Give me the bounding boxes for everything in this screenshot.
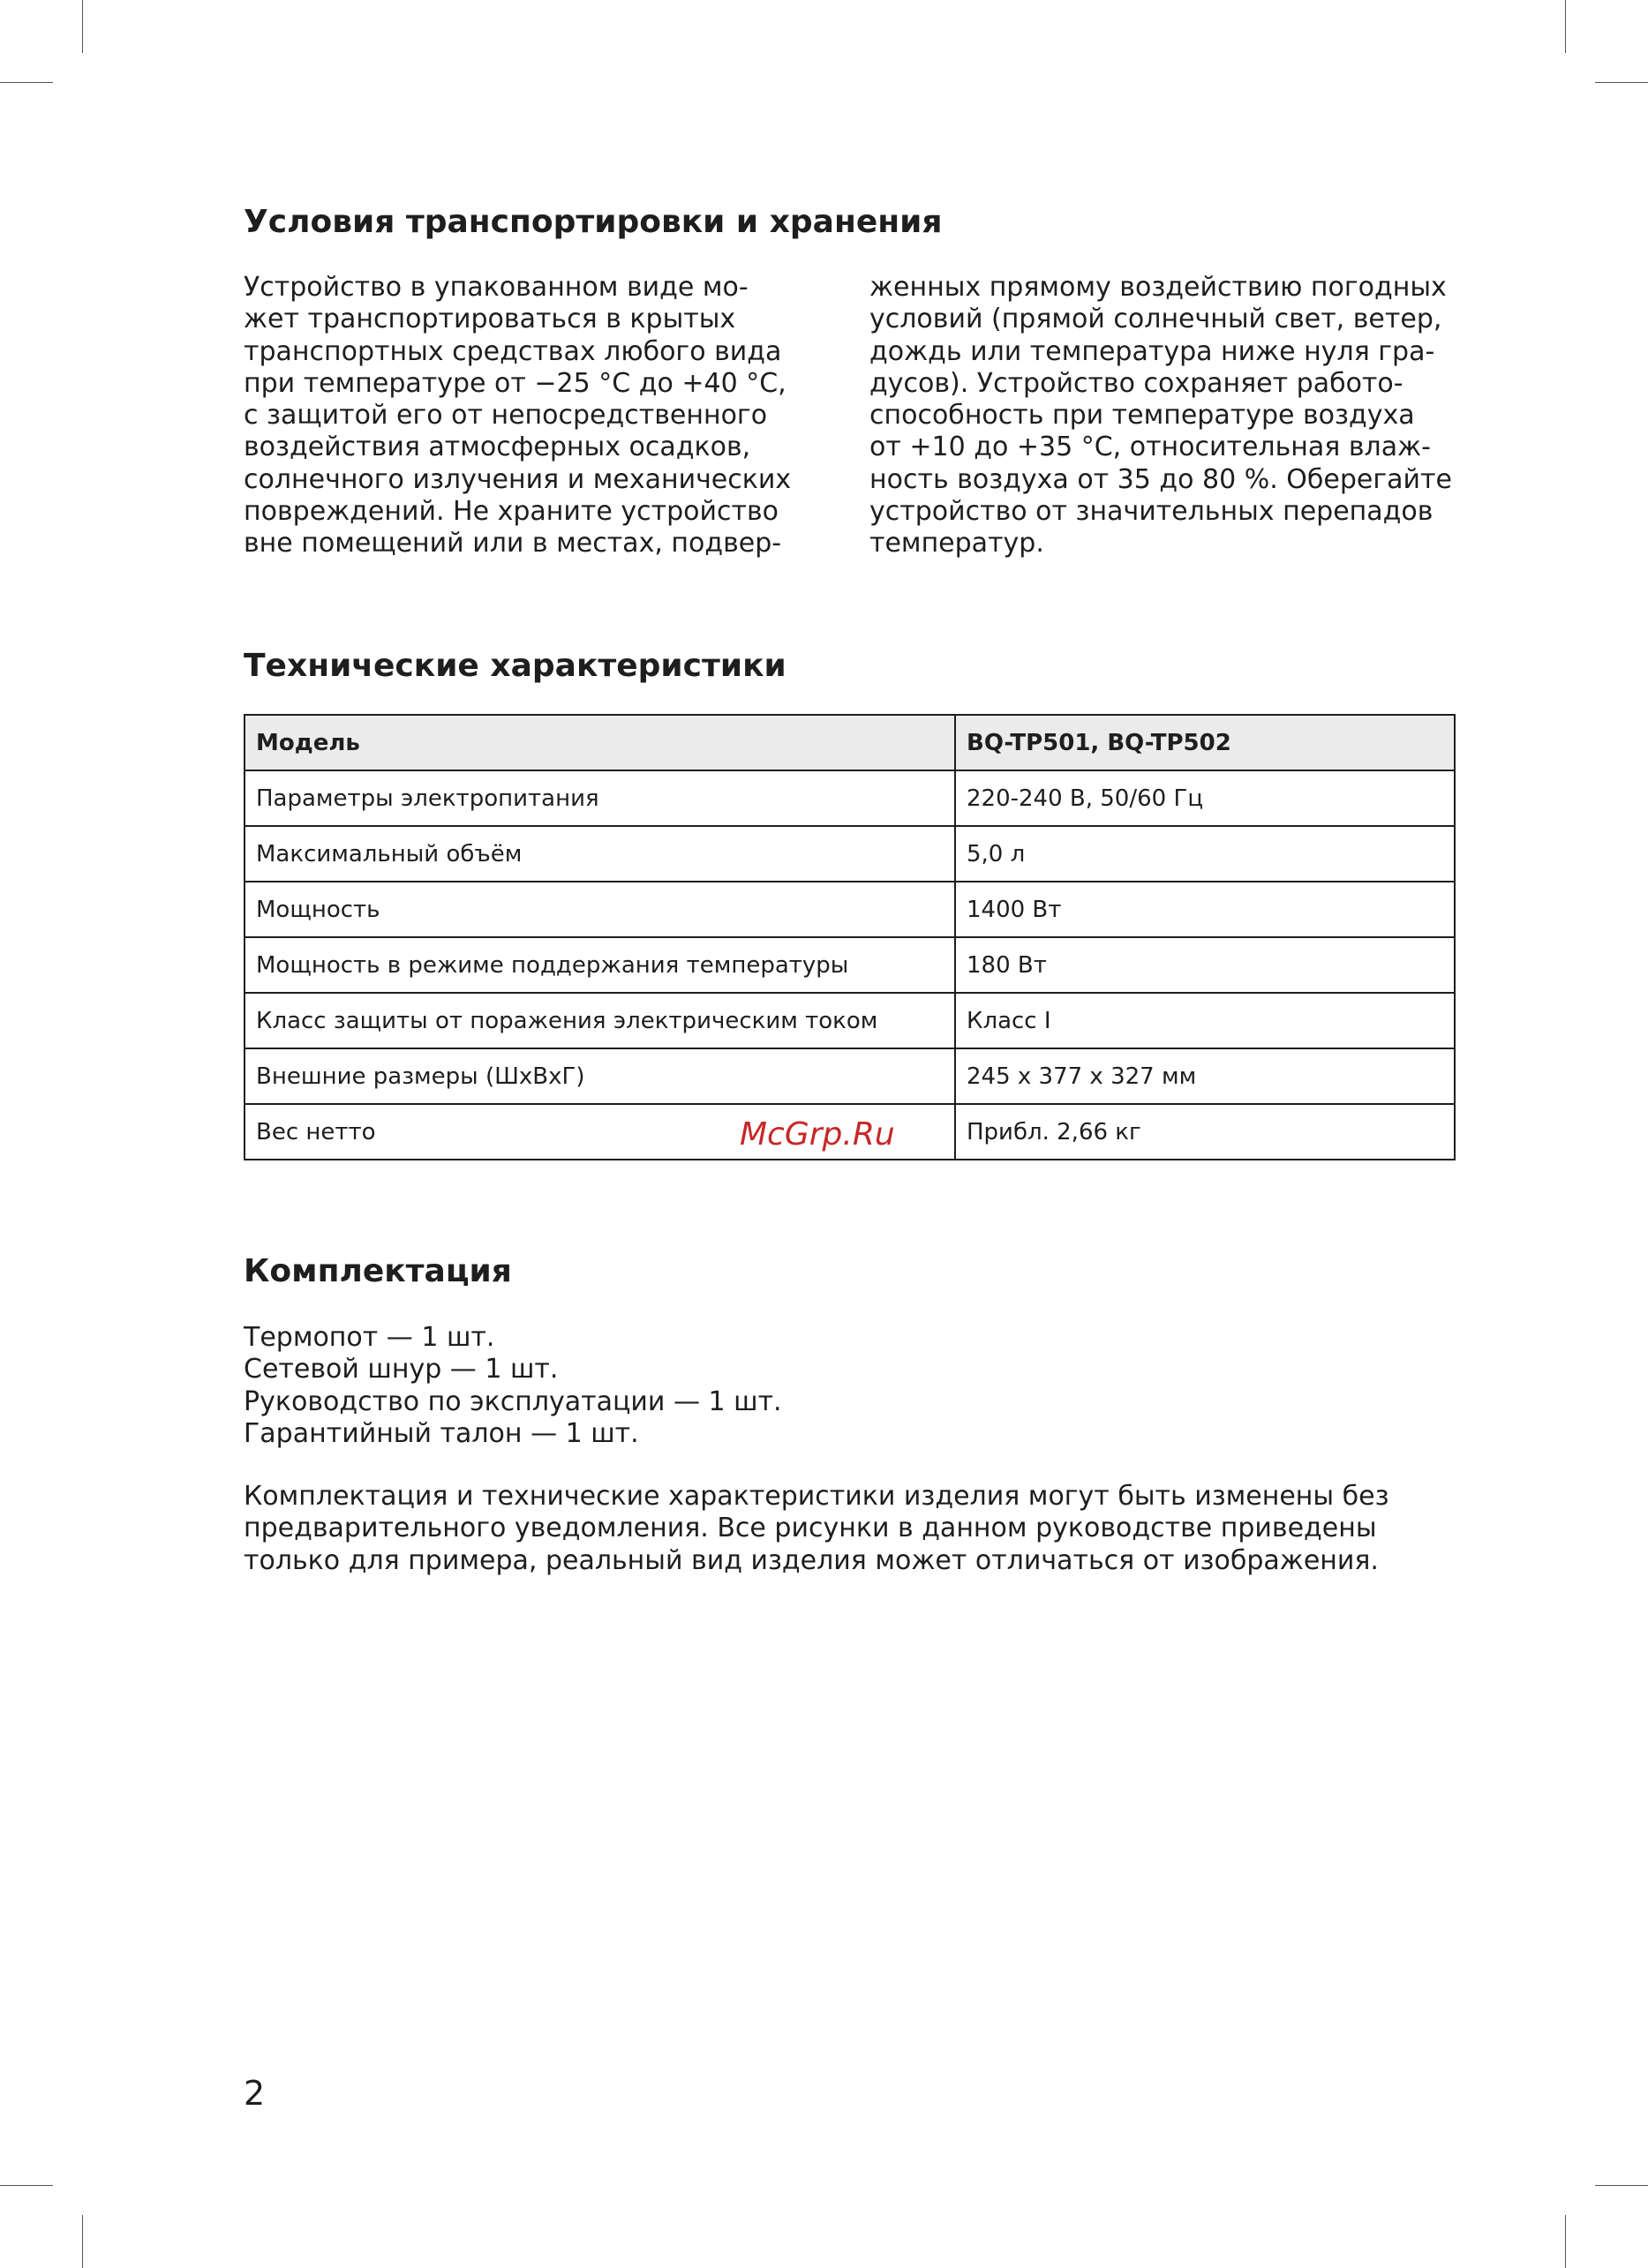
header-cell-value: BQ-TP501, BQ-TP502 [955,715,1455,770]
crop-mark-top-right [1565,0,1566,53]
text-line: способность при температуре воздуха [869,400,1415,432]
table-row [245,882,1455,937]
specs-heading: Технические характеристики [244,648,786,684]
cell-label: Класс защиты от поражения электрическим током [245,993,955,1048]
table-row [245,993,1455,1048]
cell-label: Максимальный объём [245,826,955,882]
list-item: Гарантийный талон — 1 шт. [244,1417,639,1449]
table-row [245,770,1455,826]
cell-label: Вес нетто [245,1104,955,1160]
text-line: дождь или температура ниже нуля гра- [869,335,1435,367]
text-line: дусов). Устройство сохраняет работо- [869,367,1403,399]
header-cell-label: Модель [245,715,955,770]
storage-text-column-1 [244,272,809,560]
crop-mark-bottom-right-h [1595,2185,1648,2186]
disclaimer-note [244,1481,1462,1577]
text-line: с защитой его от непосредственного [244,400,768,432]
text-line: повреждений. Не храните устройство [244,496,779,528]
cell-value: 180 Вт [955,937,1455,993]
text-line: транспортных средствах любого вида [244,335,782,367]
table-header-row [245,715,1455,770]
storage-heading: Условия транспортировки и хранения [244,204,943,240]
cell-label: Параметры электропитания [245,770,955,826]
cell-label: Мощность в режиме поддержания температуры [245,937,955,993]
list-item: Сетевой шнур — 1 шт. [244,1354,559,1386]
text-line: женных прямому воздействию погодных [869,272,1447,303]
cell-value: 5,0 л [955,826,1455,882]
text-line: воздействия атмосферных осадков, [244,432,751,463]
crop-mark-bottom-left [82,2215,83,2268]
crop-mark-top-left [82,0,83,53]
text-line: условий (прямой солнечный свет, ветер, [869,304,1442,335]
text-line: Устройство в упакованном виде мо- [244,272,749,303]
crop-mark-bottom-left-h [0,2185,53,2186]
cell-value: Класс I [955,993,1455,1048]
contents-heading: Комплектация [244,1253,512,1289]
crop-mark-bottom-right [1565,2215,1566,2268]
crop-mark-top-left-h [0,82,53,83]
list-item: Руководство по эксплуатации — 1 шт. [244,1386,782,1417]
text-line: только для примера, реальный вид изделия может отличаться от изображения. [244,1544,1379,1576]
text-line: при температуре от −25 °C до +40 °C, [244,367,786,399]
cell-label: Внешние размеры (ШхВхГ) [245,1048,955,1104]
cell-value: 245 x 377 x 327 мм [955,1048,1455,1104]
list-item: Термопот — 1 шт. [244,1322,495,1353]
text-line: устройство от значительных перепадов [869,496,1434,528]
contents-list [244,1322,782,1450]
text-line: температур. [869,528,1044,559]
table-row [245,826,1455,882]
text-line: жет транспортироваться в крытых [244,304,736,335]
text-line: солнечного излучения и механических [244,463,792,495]
text-line: от +10 до +35 °C, относительная влаж- [869,432,1431,463]
table-row [245,937,1455,993]
cell-value: 1400 Вт [955,882,1455,937]
text-line: вне помещений или в местах, подвер- [244,528,782,559]
table-row [245,1048,1455,1104]
specs-table [244,714,1456,1160]
storage-text-column-2 [869,272,1452,560]
text-line: предварительного уведомления. Все рисунки в данном руководстве приведены [244,1513,1377,1544]
cell-value: 220-240 В, 50/60 Гц [955,770,1455,826]
text-line: ность воздуха от 35 до 80 %. Оберегайте [869,463,1452,495]
cell-label: Мощность [245,882,955,937]
cell-value: Прибл. 2,66 кг [955,1104,1455,1160]
crop-mark-top-right-h [1595,82,1648,83]
watermark: McGrp.Ru [740,1116,895,1153]
page-number: 2 [244,2074,266,2113]
text-line: Комплектация и технические характеристики изделия могут быть изменены без [244,1481,1389,1512]
